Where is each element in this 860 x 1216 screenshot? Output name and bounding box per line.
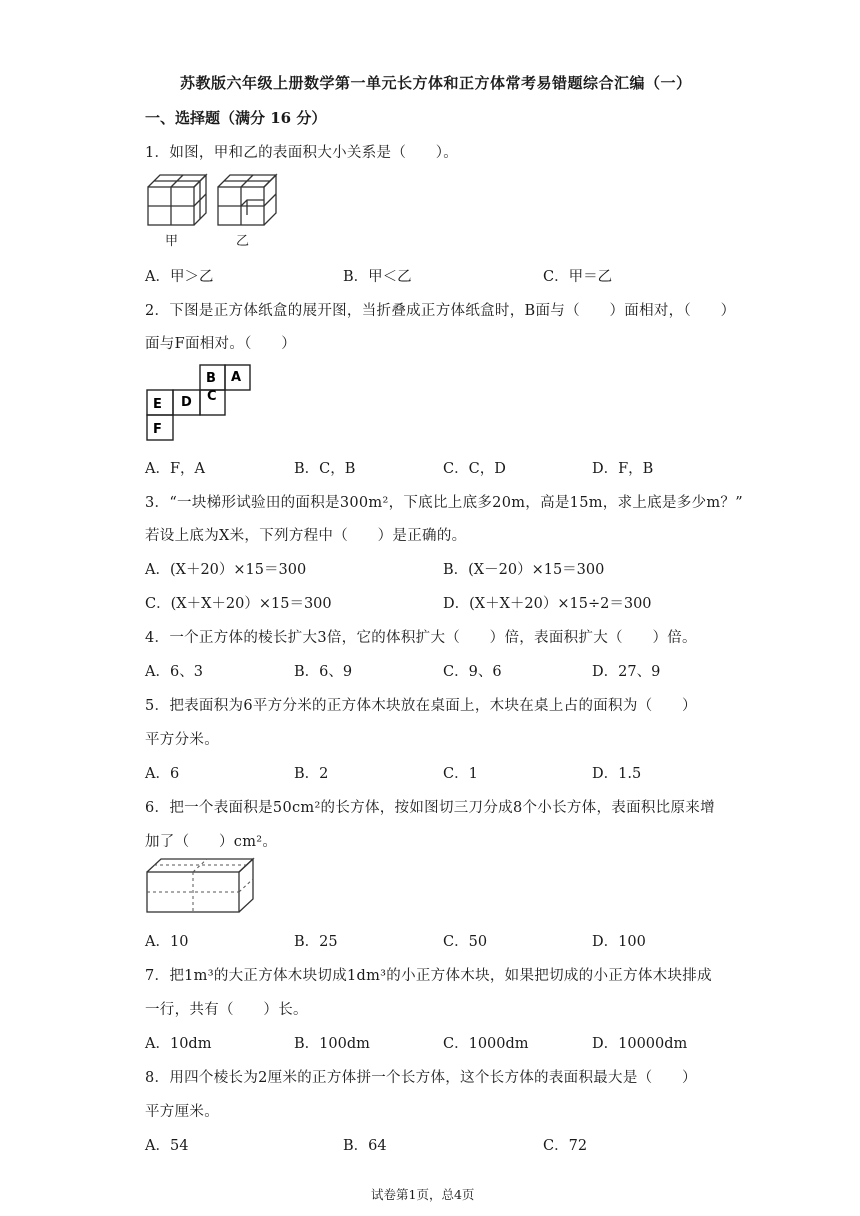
- page-title: 苏教版六年级上册数学第一单元长方体和正方体常考易错题综合汇编（一）: [180, 74, 692, 92]
- q2-stem-line2: 面与F面相对。（ ）: [145, 336, 297, 352]
- net-label-f: F: [153, 422, 162, 437]
- page-footer: 试卷第1页，总4页: [371, 1187, 475, 1202]
- cube-stack-yi: [218, 175, 276, 225]
- q4-option-a[interactable]: A．6、3: [145, 664, 203, 680]
- q7-option-b[interactable]: B．100dm: [294, 1036, 370, 1052]
- q8-option-c[interactable]: C．72: [543, 1138, 588, 1154]
- q5-stem-line1: 5．把表面积为6平方分米的正方体木块放在桌面上，木块在桌上占的面积为（ ）: [145, 698, 697, 714]
- net-label-c: C: [207, 389, 217, 404]
- q8-stem-line2: 平方厘米。: [145, 1104, 219, 1120]
- q1-fig-label-yi: 乙: [236, 234, 250, 249]
- q4-stem: 4．一个正方体的棱长扩大3倍，它的体积扩大（ ）倍，表面积扩大（ ）倍。: [145, 630, 697, 646]
- section-heading: 一、选择题（满分 16 分）: [145, 109, 327, 127]
- q3-option-a[interactable]: A．(X＋20）×15＝300: [145, 562, 307, 578]
- net-label-e: E: [153, 397, 162, 412]
- q3-stem-line1: 3．“一块梯形试验田的面积是300m²，下底比上底多20m，高是15m，求上底是多少m？”: [145, 495, 743, 511]
- q3-option-d[interactable]: D．(X＋X＋20）×15÷2＝300: [443, 596, 652, 612]
- q3-option-c[interactable]: C．(X＋X＋20）×15＝300: [145, 596, 332, 612]
- q6-option-a[interactable]: A．10: [145, 934, 189, 950]
- q5-option-a[interactable]: A．6: [145, 766, 180, 782]
- q7-option-d[interactable]: D．10000dm: [592, 1036, 688, 1052]
- q1-stem: 1．如图，甲和乙的表面积大小关系是（ ）。: [145, 145, 459, 161]
- q7-option-c[interactable]: C．1000dm: [443, 1036, 529, 1052]
- q1-option-c[interactable]: C．甲＝乙: [543, 269, 613, 285]
- q2-cube-net-figure: [146, 364, 256, 444]
- q7-stem-line1: 7．把1m³的大正方体木块切成1dm³的小正方体木块，如果把切成的小正方体木块排成: [145, 968, 712, 984]
- q8-option-a[interactable]: A．54: [145, 1138, 189, 1154]
- net-label-d: D: [181, 395, 192, 410]
- q5-option-c[interactable]: C．1: [443, 766, 478, 782]
- q3-stem-line2: 若设上底为X米，下列方程中（ ）是正确的。: [145, 528, 467, 544]
- net-label-b: B: [206, 371, 216, 386]
- q6-option-b[interactable]: B．25: [294, 934, 338, 950]
- q2-option-b[interactable]: B．C，B: [294, 461, 356, 477]
- q4-option-d[interactable]: D．27、9: [592, 664, 661, 680]
- q1-option-a[interactable]: A．甲＞乙: [145, 269, 214, 285]
- q2-option-d[interactable]: D．F，B: [592, 461, 654, 477]
- q4-option-c[interactable]: C．9、6: [443, 664, 502, 680]
- q6-option-d[interactable]: D．100: [592, 934, 646, 950]
- q1-fig-label-jia: 甲: [165, 234, 179, 249]
- q2-stem-line1: 2．下图是正方体纸盒的展开图，当折叠成正方体纸盒时，B面与（ ）面相对，（ ）: [145, 303, 736, 319]
- q7-option-a[interactable]: A．10dm: [145, 1036, 212, 1052]
- q1-option-b[interactable]: B．甲＜乙: [343, 269, 412, 285]
- q3-option-b[interactable]: B．(X－20）×15＝300: [443, 562, 605, 578]
- q6-option-c[interactable]: C．50: [443, 934, 488, 950]
- q6-stem-line2: 加了（ ）cm²。: [145, 834, 278, 850]
- cube-stack-jia: [148, 175, 206, 225]
- q5-option-b[interactable]: B．2: [294, 766, 329, 782]
- q5-option-d[interactable]: D．1.5: [592, 766, 642, 782]
- q2-option-c[interactable]: C．C，D: [443, 461, 506, 477]
- q2-option-a[interactable]: A．F，A: [145, 461, 206, 477]
- net-label-a: A: [231, 370, 242, 385]
- q6-cuboid-figure: [146, 858, 261, 918]
- q5-stem-line2: 平方分米。: [145, 732, 219, 748]
- q6-stem-line1: 6．把一个表面积是50cm²的长方体，按如图切三刀分成8个小长方体，表面积比原来增: [145, 800, 715, 816]
- q8-option-b[interactable]: B．64: [343, 1138, 387, 1154]
- q8-stem-line1: 8．用四个棱长为2厘米的正方体拼一个长方体，这个长方体的表面积最大是（ ）: [145, 1070, 697, 1086]
- q4-option-b[interactable]: B．6、9: [294, 664, 353, 680]
- q7-stem-line2: 一行，共有（ ）长。: [145, 1002, 308, 1018]
